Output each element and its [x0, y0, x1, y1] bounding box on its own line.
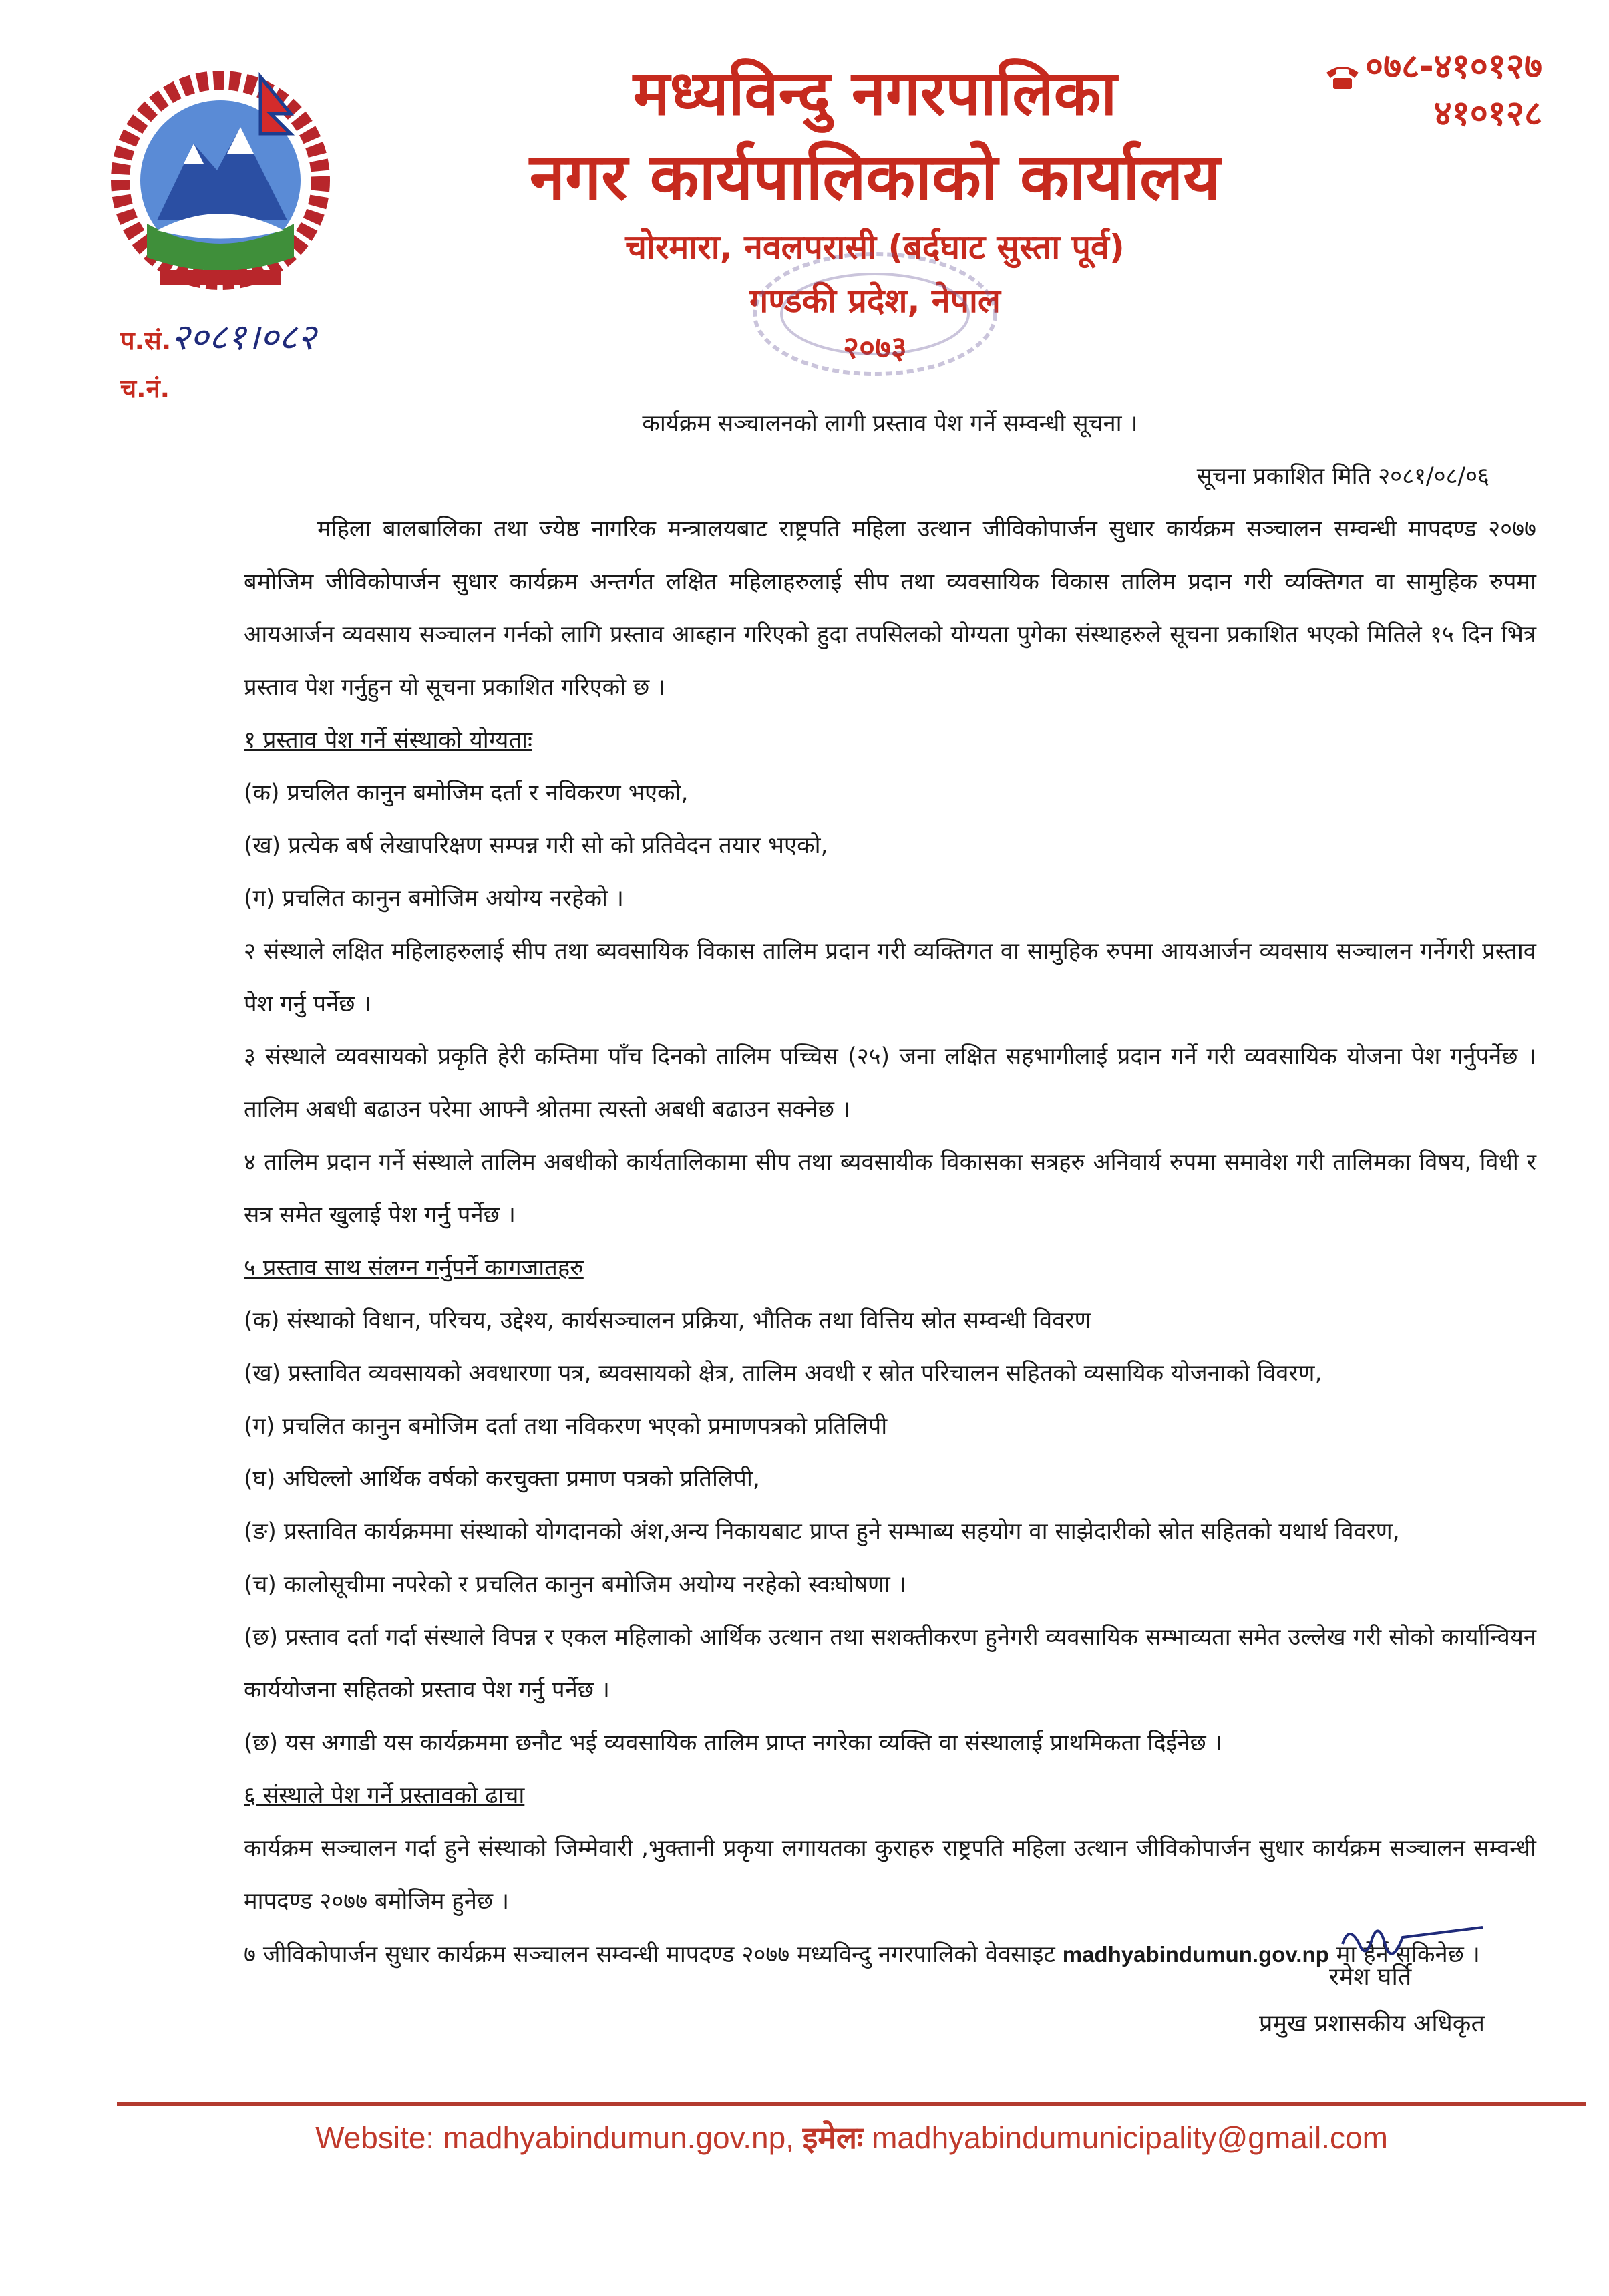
- reference-label: प.सं.: [120, 326, 172, 355]
- paragraph-7-end: मा हेर्न सकिनेछ ।: [1336, 1941, 1480, 1968]
- list-item: (घ) अघिल्लो आर्थिक वर्षको करचुक्ता प्रमाण पत्रको प्रतिलिपी,: [244, 1466, 760, 1492]
- paragraph-4: ४ तालिम प्रदान गर्ने संस्थाले तालिम अबधीको कार्यतालिकामा सीप तथा ब्यवसायीक विकासका सत्रहरु अनिवार्य रुपमा समावेश गरी तालिमका विषय, विधी र सत्र समेत खुलाई पेश गर्नु पर्नेछ ।: [244, 1149, 1536, 1228]
- municipality-name: मध्यविन्दु नगरपालिका: [633, 57, 1117, 129]
- list-item: (छ) प्रस्ताव दर्ता गर्दा संस्थाले विपन्न र एकल महिलाको आर्थिक उत्थान तथा सशक्तीकरण हुनेगरी व्यवसायिक सम्भाव्यता समेत उल्लेख गरी सोको कार्यान्वियन कार्ययोजना सहितको प्रस्ताव पेश गर्नु पर्नेछ ।: [244, 1624, 1536, 1703]
- list-item: (ङ) प्रस्तावित कार्यक्रममा संस्थाको योगदानको अंश,अन्य निकायबाट प्राप्त हुने सम्भाब्य सहयोग वा साझेदारीको स्रोत सहितको यथार्थ विवरण,: [244, 1518, 1400, 1545]
- paragraph-6: कार्यक्रम सञ्चालन गर्दा हुने संस्थाको जिम्मेवारी ,भुक्तानी प्रकृया लगायतका कुराहरु राष्ट्रपति महिला उत्थान जीविकोपार्जन सुधार कार्यक्रम सञ्चालन सम्वन्धी मापदण्ड २०७७ बमोजिम हुनेछ ।: [244, 1835, 1536, 1915]
- list-item: (क) संस्थाको विधान, परिचय, उद्देश्य, कार्यसञ्चालन प्रक्रिया, भौतिक तथा वित्तिय स्रोत सम्वन्धी विवरण: [244, 1307, 1091, 1334]
- footer-email[interactable]: madhyabindumunicipality@gmail.com: [872, 2120, 1388, 2155]
- paragraph-2: २ संस्थाले लक्षित महिलाहरुलाई सीप तथा ब्यवसायिक विकास तालिम प्रदान गरी व्यक्तिगत वा सामुहिक रुपमा आयआर्जन व्यवसाय सञ्चालन गर्नेगरी प्रस्ताव पेश गर्नु पर्नेछ ।: [244, 938, 1536, 1017]
- footer-website[interactable]: Website: madhyabindumun.gov.np,: [315, 2120, 794, 2155]
- dispatch-number-label: च.नं.: [120, 374, 170, 403]
- footer-email-label: इमेलः: [802, 2120, 864, 2156]
- office-established-year: २०७३: [843, 329, 907, 365]
- phone-number-2: ४१०१२८: [1433, 94, 1542, 134]
- office-stamp: [735, 247, 1015, 381]
- list-item: (ग) प्रचलित कानुन बमोजिम अयोग्य नरहेको ।: [244, 885, 624, 912]
- signatory-name: रमेश घर्ति: [1329, 1963, 1412, 1991]
- paragraph-3: ३ संस्थाले व्यवसायको प्रकृति हेरी कम्तिमा पाँच दिनको तालिम पच्चिस (२५) जना लक्षित सहभागीलाई प्रदान गर्ने गरी व्यवसायिक योजना पेश गर्नुपर्नेछ ।तालिम अबधी बढाउन परेमा आफ्नै श्रोतमा त्यस्तो अबधी बढाउन सक्नेछ ।: [244, 1043, 1536, 1123]
- phone-block: [1325, 43, 1542, 137]
- notice-body: [244, 397, 1536, 1981]
- office-address: चोरमारा, नवलपरासी (बर्दघाट सुस्ता पूर्व): [625, 228, 1125, 267]
- footer-divider: [117, 2102, 1586, 2106]
- list-item: (ख) प्रस्तावित व्यवसायको अवधारणा पत्र, ब्यवसायको क्षेत्र, तालिम अवधी र स्रोत परिचालन सहितको व्यसायिक योजनाको विवरण,: [244, 1360, 1322, 1387]
- nepal-emblem: [94, 63, 347, 304]
- reference-value: २०८१।०८२: [171, 316, 317, 358]
- footer: [117, 2114, 1586, 2161]
- office-province: गण्डकी प्रदेश, नेपाल: [749, 281, 1001, 320]
- section-5-heading: ५ प्रस्ताव साथ संलग्न गर्नुपर्ने कागजातहरु: [244, 1255, 584, 1281]
- published-date: सूचना प्रकाशित मिति २०८१/०८/०६: [1196, 463, 1489, 490]
- list-item: (ग) प्रचलित कानुन बमोजिम दर्ता तथा नविकरण भएको प्रमाणपत्रको प्रतिलिपी: [244, 1413, 888, 1440]
- section-1-heading: १ प्रस्ताव पेश गर्ने संस्थाको योग्यताः: [244, 727, 532, 754]
- phone-number-1: ०७८-४१०१२७: [1365, 47, 1542, 87]
- list-item: (च) कालोसूचीमा नपरेको र प्रचलित कानुन बमोजिम अयोग्य नरहेको स्वःघोषणा ।: [244, 1571, 906, 1598]
- list-item: (ख) प्रत्येक बर्ष लेखापरिक्षण सम्पन्न गरी सो को प्रतिवेदन तयार भएको,: [244, 832, 828, 859]
- notice-subject: कार्यक्रम सञ्चालनको लागी प्रस्ताव पेश गर्ने सम्वन्धी सूचना ।: [642, 410, 1138, 437]
- reference-number: [120, 311, 316, 360]
- website-link-inline[interactable]: madhyabindumun.gov.np: [1062, 1942, 1329, 1967]
- telephone-icon: [1325, 55, 1360, 82]
- list-item: (क) प्रचलित कानुन बमोजिम दर्ता र नविकरण भएको,: [244, 780, 689, 806]
- signatory-title: प्रमुख प्रशासकीय अधिकृत: [1259, 2010, 1485, 2037]
- list-item: (छ) यस अगाडी यस कार्यक्रममा छनौट भई व्यवसायिक तालिम प्राप्त नगरेका व्यक्ति वा संस्थालाई प्राथमिकता दिईनेछ ।: [244, 1730, 1222, 1756]
- paragraph-7-text: ७ जीविकोपार्जन सुधार कार्यक्रम सञ्चालन सम्वन्धी मापदण्ड २०७७ मध्यविन्दु नगरपालिको वेवसाइट: [244, 1941, 1055, 1968]
- section-6-heading: ६ संस्थाले पेश गर्ने प्रस्तावको ढाचा: [244, 1782, 525, 1809]
- office-name: नगर कार्यपालिकाको कार्यालय: [529, 140, 1221, 214]
- intro-paragraph: महिला बालबालिका तथा ज्येष्ठ नागरिक मन्त्रालयबाट राष्ट्रपति महिला उत्थान जीविकोपार्जन सुधार कार्यक्रम सञ्चालन सम्वन्धी मापदण्ड २०७७ बमोजिम जीविकोपार्जन सुधार कार्यक्रम अन्तर्गत लक्षित महिलाहरुलाई सीप तथा व्यवसायिक विकास तालिम प्रदान गरी व्यक्तिगत वा सामुहिक रुपमा आयआर्जन व्यवसाय सञ्चालन गर्नको लागि प्रस्ताव आब्हान गरिएको हुदा तपसिलको योग्यता पुगेका संस्थाहरुले सूचना प्रकाशित भएको मितिले १५ दिन भित्र प्रस्ताव पेश गर्नुहुन यो सूचना प्रकाशित गरिएको छ ।: [244, 516, 1536, 701]
